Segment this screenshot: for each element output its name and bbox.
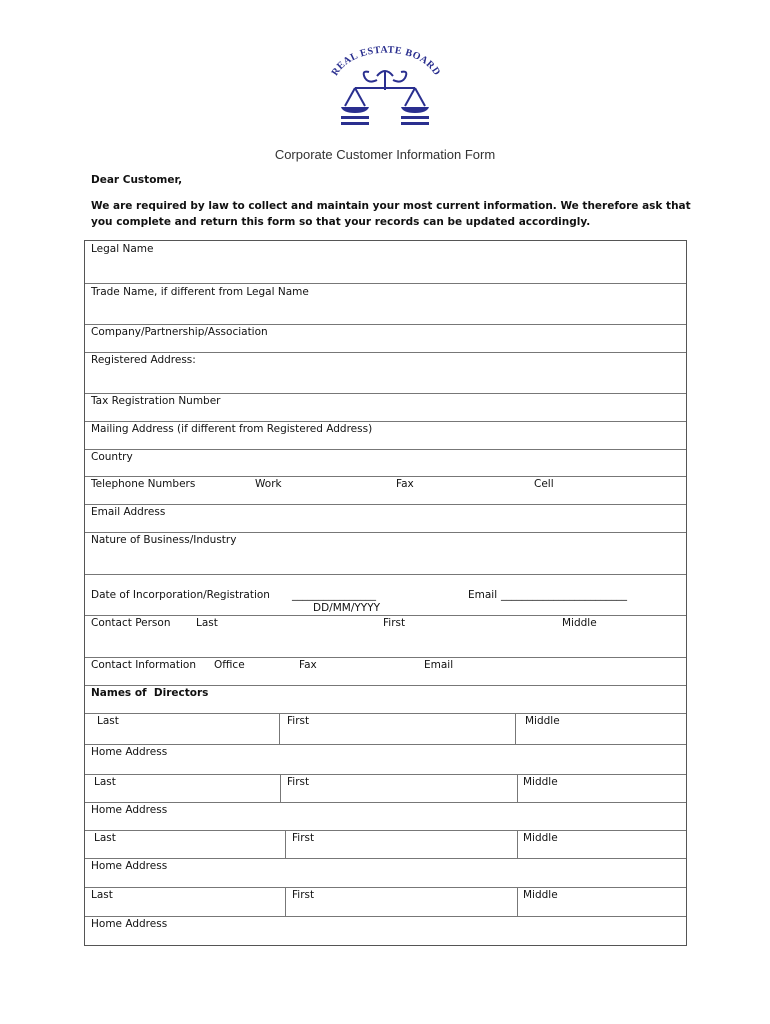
salutation: Dear Customer,	[91, 174, 183, 186]
country-label: Country	[91, 451, 133, 463]
director-home-address-label: Home Address	[91, 918, 168, 930]
director-4-name-row[interactable]	[85, 887, 686, 916]
contact-person-label: Contact Person	[91, 617, 171, 629]
director-4-home-address-row[interactable]	[85, 916, 686, 945]
director-home-address-label: Home Address	[91, 804, 168, 816]
telephone-work-label: Work	[255, 478, 282, 490]
nature-of-business-field[interactable]	[85, 532, 686, 574]
column-divider	[285, 888, 286, 917]
telephone-fax-label: Fax	[396, 478, 414, 490]
tax-registration-label: Tax Registration Number	[91, 395, 221, 407]
tax-registration-field[interactable]	[85, 393, 686, 421]
director-last-label: Last	[97, 715, 119, 727]
country-field[interactable]	[85, 449, 686, 476]
column-divider	[517, 775, 518, 803]
director-last-label: Last	[91, 889, 113, 901]
customer-information-form	[84, 240, 687, 946]
director-middle-label: Middle	[525, 715, 560, 727]
column-divider	[279, 714, 280, 745]
telephone-row[interactable]	[85, 476, 686, 504]
column-divider	[517, 831, 518, 859]
contact-office-label: Office	[214, 659, 245, 671]
contact-person-last-label: Last	[196, 617, 218, 629]
directors-heading: Names of Directors	[91, 687, 209, 699]
director-2-name-row[interactable]	[85, 774, 686, 802]
director-middle-label: Middle	[523, 889, 558, 901]
email-address-label: Email Address	[91, 506, 166, 518]
trade-name-field[interactable]	[85, 283, 686, 324]
company-type-label: Company/Partnership/Association	[91, 326, 268, 338]
contact-person-first-label: First	[383, 617, 406, 629]
director-2-home-address-row[interactable]	[85, 802, 686, 830]
incorporation-email-blank: ________________________	[501, 589, 627, 601]
email-address-field[interactable]	[85, 504, 686, 532]
director-3-home-address-row[interactable]	[85, 858, 686, 887]
director-3-name-row[interactable]	[85, 830, 686, 858]
contact-information-row[interactable]	[85, 657, 686, 685]
column-divider	[517, 888, 518, 917]
director-home-address-label: Home Address	[91, 746, 168, 758]
director-last-label: Last	[94, 832, 116, 844]
registered-address-field[interactable]	[85, 352, 686, 393]
legal-name-field[interactable]	[85, 241, 686, 283]
company-type-field[interactable]	[85, 324, 686, 352]
director-1-home-address-row[interactable]	[85, 744, 686, 774]
director-home-address-label: Home Address	[91, 860, 168, 872]
director-first-label: First	[287, 776, 310, 788]
logo-text: REAL ESTATE BOARD	[329, 44, 443, 78]
contact-fax-label: Fax	[299, 659, 317, 671]
director-middle-label: Middle	[523, 832, 558, 844]
scales-of-justice-icon	[345, 71, 425, 106]
incorporation-date-blank: ________________	[292, 589, 376, 601]
real-estate-board-logo	[325, 42, 445, 130]
column-divider	[285, 831, 286, 859]
legal-name-label: Legal Name	[91, 243, 154, 255]
column-divider	[515, 714, 516, 745]
trade-name-label: Trade Name, if different from Legal Name	[91, 286, 309, 298]
contact-person-row[interactable]	[85, 615, 686, 657]
director-last-label: Last	[94, 776, 116, 788]
date-format-hint: DD/MM/YYYY	[313, 602, 381, 614]
contact-email-label: Email	[424, 659, 454, 671]
contact-person-middle-label: Middle	[562, 617, 597, 629]
column-divider	[280, 775, 281, 803]
director-first-label: First	[292, 889, 315, 901]
telephone-cell-label: Cell	[534, 478, 554, 490]
directors-heading-row	[85, 685, 686, 713]
intro-line-2: you complete and return this form so that your records can be updated accordingly.	[91, 215, 591, 228]
form-title: Corporate Customer Information Form	[274, 147, 496, 162]
incorporation-label: Date of Incorporation/Registration	[91, 589, 270, 601]
nature-of-business-label: Nature of Business/Industry	[91, 534, 237, 546]
incorporation-email-label: Email	[468, 589, 498, 601]
mailing-address-field[interactable]	[85, 421, 686, 449]
intro-line-1: We are required by law to collect and maintain your most current information. We therefore ask that	[91, 200, 691, 212]
incorporation-row[interactable]	[85, 574, 686, 615]
contact-information-label: Contact Information	[91, 659, 196, 671]
director-first-label: First	[292, 832, 315, 844]
registered-address-label: Registered Address:	[91, 354, 196, 366]
director-first-label: First	[287, 715, 310, 727]
mailing-address-label: Mailing Address (if different from Registered Address)	[91, 423, 373, 435]
director-1-name-row[interactable]	[85, 713, 686, 744]
director-middle-label: Middle	[523, 776, 558, 788]
telephone-label: Telephone Numbers	[91, 478, 196, 490]
intro-paragraph	[91, 199, 691, 230]
